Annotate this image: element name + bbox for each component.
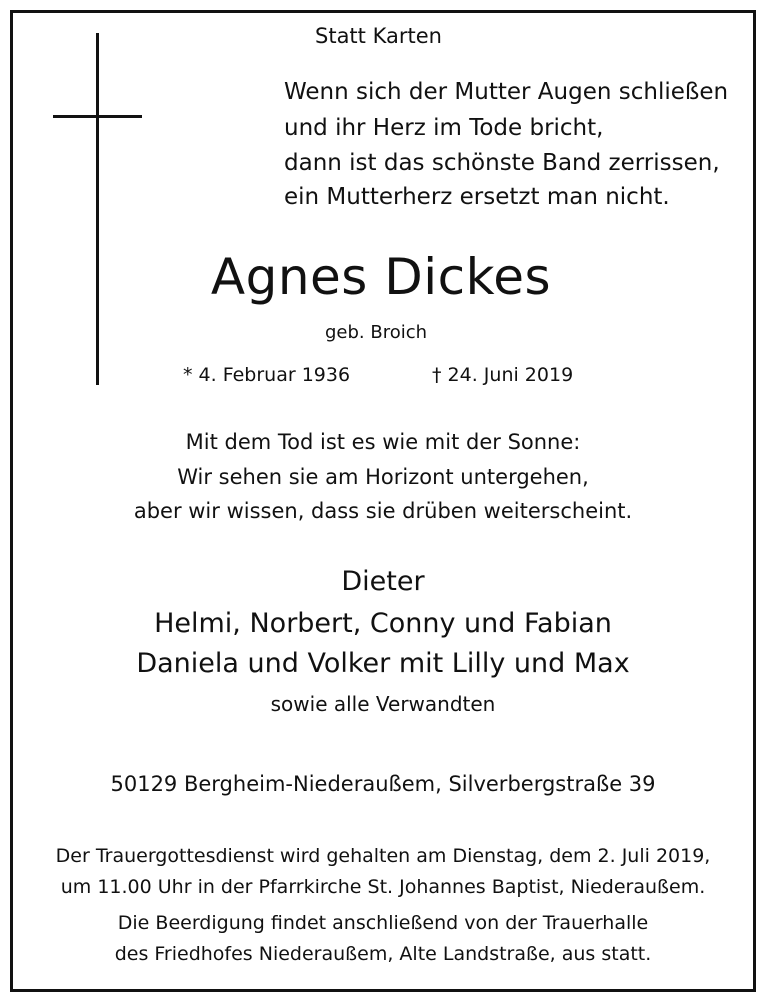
service-line: Die Beerdigung findet anschließend von der Trauerhalle — [117, 912, 649, 934]
poem-line: und ihr Herz im Tode bricht, — [284, 115, 604, 141]
cross-horizontal-bar — [53, 115, 142, 118]
poem-line: ein Mutterherz ersetzt man nicht. — [284, 184, 670, 210]
quote-line: Wir sehen sie am Horizont untergehen, — [177, 465, 589, 489]
maiden-name: geb. Broich — [325, 322, 428, 343]
relatives-line: sowie alle Verwandten — [270, 692, 496, 716]
address: 50129 Bergheim-Niederaußem, Silverbergstraße 39 — [110, 772, 656, 796]
poem-line: dann ist das schönste Band zerrissen, — [284, 150, 720, 176]
poem-line: Wenn sich der Mutter Augen schließen — [284, 79, 729, 105]
service-line: des Friedhofes Niederaußem, Alte Landstraße, aus statt. — [114, 943, 652, 965]
statt-karten-label: Statt Karten — [315, 24, 442, 48]
family-line: Dieter — [341, 566, 425, 597]
quote-line: aber wir wissen, dass sie drüben weiterscheint. — [133, 499, 633, 523]
deceased-name: Agnes Dickes — [210, 248, 552, 306]
family-line: Daniela und Volker mit Lilly und Max — [136, 648, 630, 679]
death-date: † 24. Juni 2019 — [432, 364, 574, 386]
quote-line: Mit dem Tod ist es wie mit der Sonne: — [185, 430, 581, 454]
service-line: um 11.00 Uhr in der Pfarrkirche St. Johannes Baptist, Niederaußem. — [60, 876, 706, 898]
cross-vertical-bar — [96, 33, 99, 385]
service-line: Der Trauergottesdienst wird gehalten am Dienstag, dem 2. Juli 2019, — [55, 845, 711, 867]
birth-date: * 4. Februar 1936 — [183, 364, 351, 386]
family-line: Helmi, Norbert, Conny und Fabian — [154, 608, 612, 639]
